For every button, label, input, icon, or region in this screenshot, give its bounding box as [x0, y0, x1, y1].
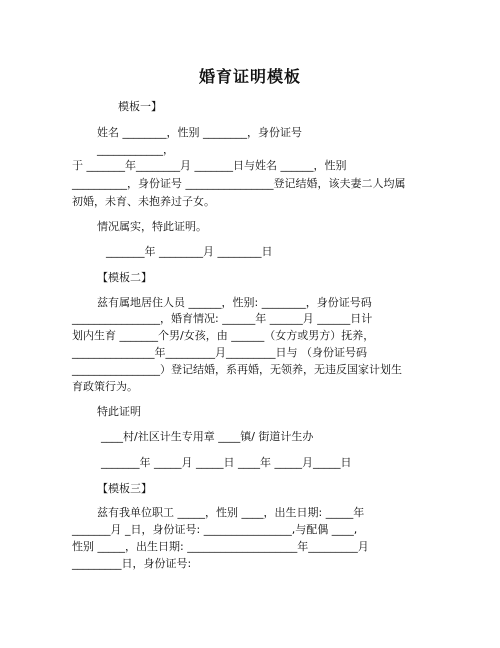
- text-line: _______________年_________月_________日与 （身份证号码: [72, 346, 367, 359]
- text-line: 情况属实，特此证明。: [97, 220, 207, 233]
- text-line: 初婚，未育、未抱养过子女。: [72, 195, 215, 208]
- text-line: ________________）登记结婚，系再婚，无领养，无违反国家计划生: [72, 363, 402, 376]
- text-line: 性别 _____，出生日期: ____________________年_________月: [72, 540, 369, 553]
- text-line: _______月 _日，身份证号: ________________,与配偶 ____,: [72, 523, 358, 536]
- text-line: 划内生育 _______个男/女孩，由 ______（女方或男方）抚养，: [72, 329, 375, 342]
- template-one-heading: 模板一】: [118, 100, 162, 113]
- stamp-line: ____村/社区计生专用章 ____镇/ 街道计生办: [101, 430, 314, 443]
- text-line: _________日，身份证号:: [72, 557, 192, 570]
- date-line: _______年 ________月 ________日: [106, 245, 273, 258]
- text-line: 兹有属地居住人员 ______，性别: ________，身份证号码: [97, 296, 372, 309]
- document-title: 婚育证明模板: [198, 67, 301, 86]
- template-two-heading: 【模板二】: [97, 271, 152, 284]
- text-line: 特此证明: [97, 405, 141, 418]
- text-line: 育政策行为。: [72, 380, 138, 393]
- text-line: 兹有我单位职工 _____，性别 ____，出生日期: _____年: [97, 506, 365, 519]
- text-line: ________________，婚育情况: ______年 ______月 ______日计: [72, 312, 373, 325]
- text-line: 于 _______年________月 _______日与姓名 ______，性别: [72, 159, 347, 172]
- text-line: 姓名 ________，性别 ________，身份证号: [97, 126, 302, 139]
- text-line: __________，身份证号 ________________登记结婚，该夫妻二人均属: [72, 177, 406, 190]
- template-three-heading: 【模板三】: [97, 482, 152, 495]
- date-line: _______年 _____月 _____日 ____年 _____月_____日: [101, 456, 352, 469]
- text-line: ____________，: [97, 143, 174, 156]
